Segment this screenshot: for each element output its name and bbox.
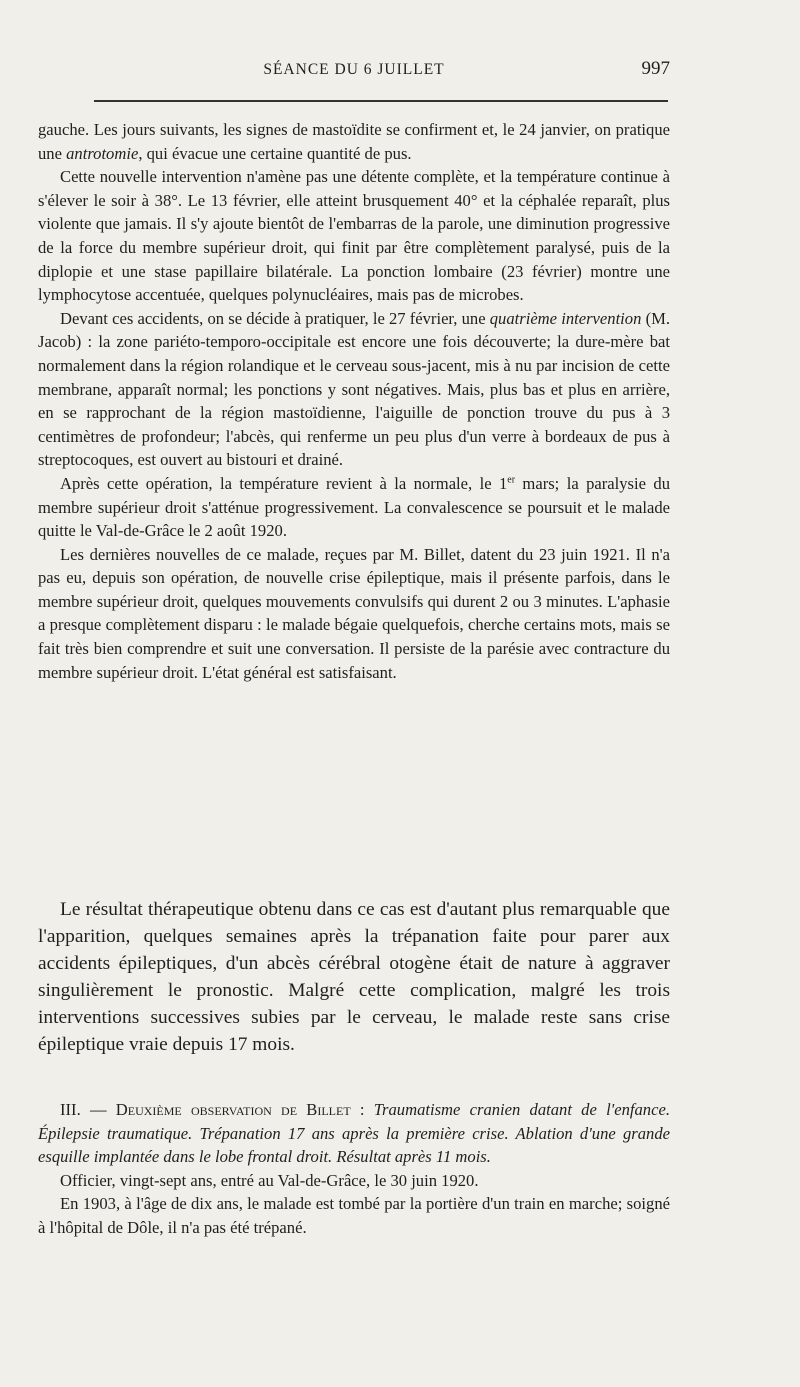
paragraph-6: Le résultat thérapeutique obtenu dans ce cas est d'autant plus remarquable que l'apparition, quelques semaines après la trépanation faite pour parer aux accidents épileptiques, d'un abcès cérébral otogène était de nature à aggraver singulièrement le pronostic. Malgré cette complication, malgré les trois interventions successives subies par le cerveau, le malade reste sans crise épileptique vraie depuis 17 mois. (38, 899, 670, 1055)
case-text-block (38, 118, 670, 684)
discussion-block (38, 896, 670, 1058)
emphasis-intervention: quatrième intervention (489, 308, 642, 328)
header-rule (94, 100, 668, 102)
paragraph-3: Devant ces accidents, on se décide à pratiquer, le 27 février, une quatrième intervention (M. Jacob) : la zone pariéto-temporo-occipitale est encore une fois découverte; la dure-mère bat normalement dans la région rolandique et le cerveau sous-jacent, mis à nu par incision de cette membrane, apparaît normal; les ponctions y sont négatives. Mais, plus bas et plus en arrière, en se rapprochant de la région mastoïdienne, l'aiguille de ponction trouve du pus à 3 centimètres de profondeur; l'abcès, qui renferme un peu plus d'un verre à bordeaux de pus à streptocoques, est ouvert au bistouri et drainé. (38, 308, 670, 470)
paragraph-9: En 1903, à l'âge de dix ans, le malade est tombé par la portière d'un train en marche; soigné à l'hôpital de Dôle, il n'a pas été trépané. (38, 1194, 670, 1237)
paragraph-8: Officier, vingt-sept ans, entré au Val-de-Grâce, le 30 juin 1920. (60, 1170, 479, 1190)
page-header (38, 58, 670, 88)
paragraph-4: Après cette opération, la température revient à la normale, le 1er mars; la paralysie du membre supérieur droit s'atténue progressivement. La convalescence se poursuit et le malade quitte le Val-de-Grâce le 2 août 1920. (38, 473, 670, 541)
paragraph-1: gauche. Les jours suivants, les signes de mastoïdite se confirment et, le 24 janvier, on pratique une antrotomie, qui évacue une certaine quantité de pus. (38, 120, 670, 163)
observation-author: Deuxième observation de Billet (115, 1100, 351, 1119)
ordinal-superscript: er (507, 474, 516, 486)
page-number: 997 (641, 58, 670, 79)
running-title: SÉANCE DU 6 JUILLET (263, 61, 445, 78)
observation-title: Traumatisme cranien datant de l'enfance. Épilepsie traumatique. Trépanation 17 ans après la première crise. Ablation d'une grande esquille implantée dans le lobe frontal droit. Résultat après 11 mois. (38, 1100, 670, 1167)
observation-block (38, 1098, 670, 1240)
emphasis-antrotomie: antrotomie (66, 143, 139, 163)
paragraph-2: Cette nouvelle intervention n'amène pas une détente complète, et la température continue à s'élever le soir à 38°. Le 13 février, elle atteint brusquement 40° et la céphalée reparaît, plus violente que jamais. Il s'y ajoute bientôt de l'embarras de la parole, une diminution progressive de la force du membre supérieur droit, qui finit par être complètement paralysé, puis de la diplopie et une stase papillaire bilatérale. La ponction lombaire (23 février) montre une lymphocytose accentuée, quelques polynucléaires, mais pas de microbes. (38, 167, 670, 305)
observation-heading: III. — Deuxième observation de Billet : Traumatisme cranien datant de l'enfance. Épilepsie traumatique. Trépanation 17 ans après la première crise. Ablation d'une grande esquille implantée dans le lobe frontal droit. Résultat après 11 mois. (38, 1100, 670, 1167)
paragraph-5: Les dernières nouvelles de ce malade, reçues par M. Billet, datent du 23 juin 1921. Il n'a pas eu, depuis son opération, de nouvelle crise épileptique, mais il présente parfois, dans le membre supérieur droit, quelques mouvements convulsifs qui durent 2 ou 3 minutes. L'aphasie a presque complètement disparu : le malade bégaie quelquefois, cherche certains mots, mais se fait très bien comprendre et suit une conversation. Il persiste de la parésie avec contracture du membre supérieur droit. L'état général est satisfaisant. (38, 544, 670, 682)
